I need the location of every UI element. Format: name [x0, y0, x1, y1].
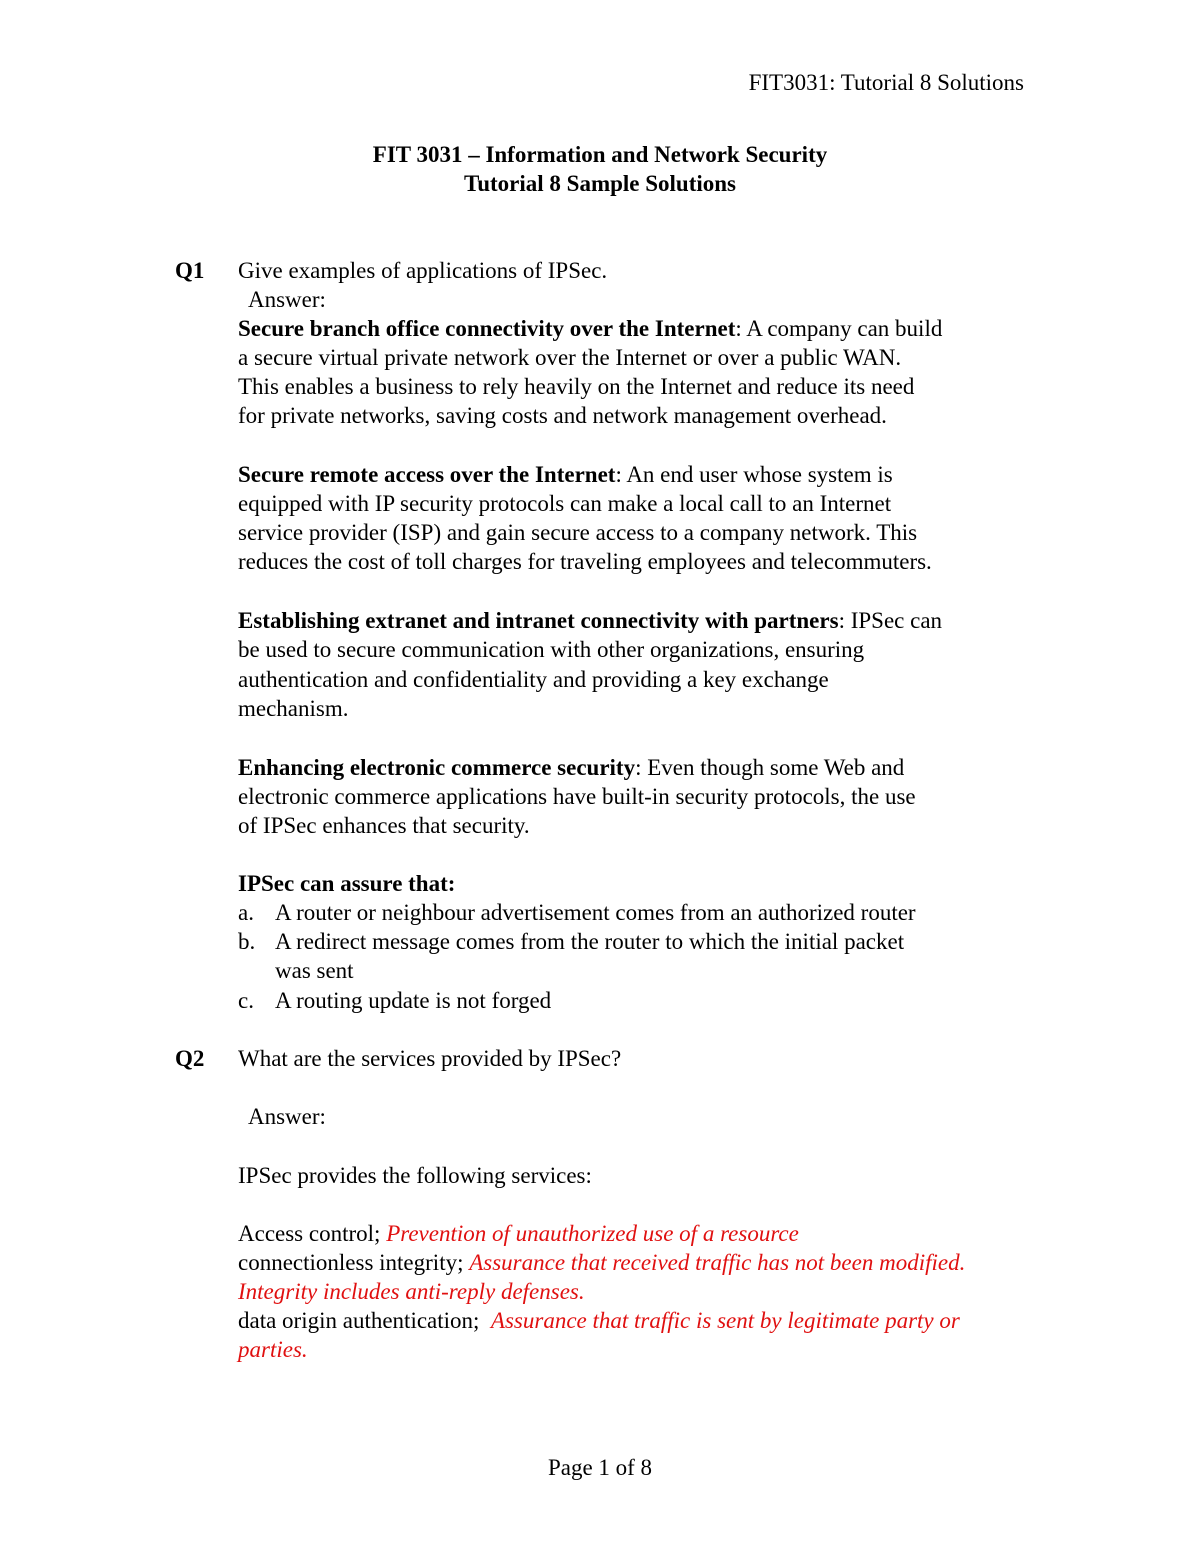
question-label-q2: Q2 — [175, 1046, 205, 1071]
answer-label-q1: Answer: — [248, 287, 326, 312]
paragraph-text: : An end user whose system is — [615, 462, 893, 487]
service-line — [238, 1250, 965, 1276]
paragraph-line: service provider (ISP) and gain secure access to a company network. This — [238, 520, 918, 545]
list-item: A router or neighbour advertisement comes from an authorized router — [275, 900, 916, 925]
question-text-q2: What are the services provided by IPSec? — [238, 1046, 622, 1071]
list-item-continuation: was sent — [275, 958, 354, 983]
running-header: FIT3031: Tutorial 8 Solutions — [748, 70, 1024, 95]
paragraph-text: : IPSec can — [838, 608, 943, 633]
page-number: Page 1 of 8 — [547, 1455, 653, 1480]
document-title: FIT 3031 – Information and Network Security — [372, 142, 828, 167]
paragraph-line: of IPSec enhances that security. — [238, 813, 530, 838]
paragraph-heading: Secure branch office connectivity over the Internet — [238, 316, 736, 341]
answer-label-q2: Answer: — [248, 1104, 326, 1129]
paragraph-line: authentication and confidentiality and providing a key exchange — [238, 667, 829, 692]
paragraph-line: mechanism. — [238, 696, 349, 721]
service-line — [238, 1308, 960, 1334]
paragraph-line: for private networks, saving costs and network management overhead. — [238, 403, 887, 428]
list-marker: a. — [238, 900, 254, 925]
question-label-q1: Q1 — [175, 258, 205, 283]
service-description: Assurance that received traffic has not been modified. — [469, 1250, 966, 1275]
paragraph-line — [238, 316, 942, 342]
service-description: Assurance that traffic is sent by legitimate party or — [490, 1308, 960, 1333]
paragraph-line: equipped with IP security protocols can make a local call to an Internet — [238, 491, 892, 516]
document-subtitle: Tutorial 8 Sample Solutions — [463, 171, 737, 196]
service-description-continuation: Integrity includes anti-reply defenses. — [238, 1279, 585, 1304]
paragraph-text: : Even though some Web and — [635, 755, 905, 780]
service-name: connectionless integrity; — [238, 1250, 470, 1275]
service-description: Prevention of unauthorized use of a resource — [386, 1221, 799, 1246]
paragraph-line: reduces the cost of toll charges for traveling employees and telecommuters. — [238, 549, 932, 574]
paragraph-text: : A company can build — [735, 316, 943, 341]
paragraph-line: a secure virtual private network over the Internet or over a public WAN. — [238, 345, 902, 370]
paragraph-line — [238, 608, 942, 634]
paragraph-line — [238, 755, 904, 781]
service-description-continuation: parties. — [238, 1337, 308, 1362]
question-text-q1: Give examples of applications of IPSec. — [238, 258, 608, 283]
paragraph-heading: Establishing extranet and intranet connectivity with partners — [238, 608, 839, 633]
service-name: data origin authentication; — [238, 1308, 491, 1333]
list-item: A redirect message comes from the router to which the initial packet — [275, 929, 905, 954]
paragraph-line: be used to secure communication with other organizations, ensuring — [238, 637, 865, 662]
paragraph-heading: Secure remote access over the Internet — [238, 462, 616, 487]
service-name: Access control; — [238, 1221, 387, 1246]
paragraph-line: This enables a business to rely heavily on the Internet and reduce its need — [238, 374, 915, 399]
paragraph-heading: Enhancing electronic commerce security — [238, 755, 636, 780]
services-intro: IPSec provides the following services: — [238, 1163, 592, 1188]
list-marker: c. — [238, 988, 254, 1013]
assure-heading: IPSec can assure that: — [238, 871, 456, 896]
paragraph-line — [238, 462, 893, 488]
paragraph-line: electronic commerce applications have built-in security protocols, the use — [238, 784, 916, 809]
list-item: A routing update is not forged — [275, 988, 552, 1013]
list-marker: b. — [238, 929, 256, 954]
service-line — [238, 1221, 799, 1247]
